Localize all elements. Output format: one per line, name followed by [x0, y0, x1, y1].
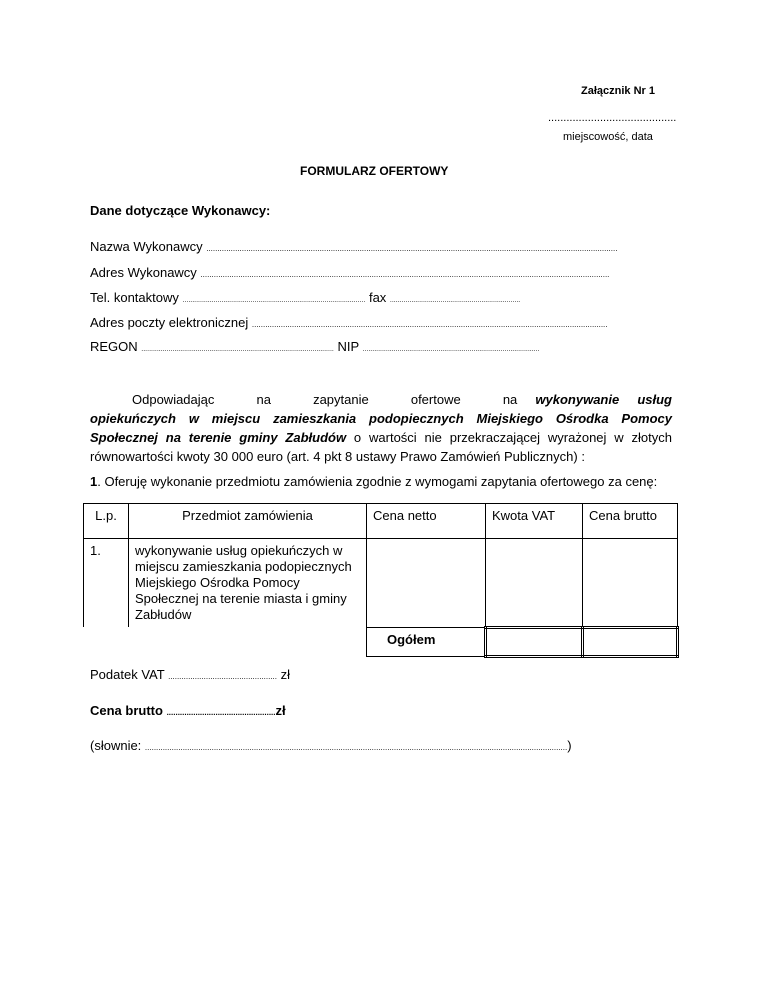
- header-gross: Cena brutto: [583, 504, 678, 539]
- field-label: Tel. kontaktowy: [90, 290, 179, 305]
- paragraph-rest: o wartości nie przekraczającej wyrażonej w złotych równowartości kwoty 30 000 euro (art. 4 pkt 8 ustawy Prawo Zamówień Publicznych) :: [90, 430, 672, 464]
- point-text: . Oferuję wykonanie przedmiotu zamówienia zgodnie z wymogami zapytania ofertowego za cenę:: [97, 474, 658, 489]
- place-date-dots: ..........................................: [548, 112, 677, 124]
- table-header-row: [84, 504, 678, 539]
- cell-vat[interactable]: [486, 539, 583, 628]
- field-dots: ................................................................................................................................................................: [251, 320, 608, 329]
- cell-gross[interactable]: [583, 539, 678, 628]
- field-dots-fax: ...................................................................: [389, 297, 521, 304]
- field-phone-fax[interactable]: [90, 290, 672, 305]
- vat-unit: zł: [280, 667, 290, 682]
- field-regon-nip[interactable]: [90, 339, 672, 354]
- field-label-nip: NIP: [337, 339, 359, 354]
- paragraph-intro: Odpowiadając na zapytanie ofertowe na: [132, 392, 518, 407]
- field-label: Nazwa Wykonawcy: [90, 239, 203, 254]
- words-dots: ..............................................................................................................................................................................................: [144, 743, 568, 752]
- words-line[interactable]: [90, 738, 672, 753]
- gross-unit: zł: [275, 703, 286, 718]
- gross-line[interactable]: [90, 703, 286, 718]
- cell-lp: 1.: [84, 539, 129, 628]
- cell-subject: wykonywanie usług opiekuńczych w miejscu zamieszkania podopiecznych Miejskiego Ośrodka Pomocy Społecznej na terenie miasta i gminy Zabłudów: [129, 539, 367, 628]
- table-total-row: [84, 627, 678, 656]
- field-dots: ..............................................................................................: [182, 297, 366, 304]
- field-contractor-address[interactable]: [90, 265, 672, 280]
- field-label: Adres Wykonawcy: [90, 265, 197, 280]
- field-label-fax: fax: [368, 290, 387, 305]
- words-open: (słownie:: [90, 738, 142, 753]
- header-lp: L.p.: [84, 504, 129, 539]
- attachment-number: Załącznik Nr 1: [581, 85, 655, 97]
- header-subject: Przedmiot zamówienia: [129, 504, 367, 539]
- field-dots-nip: ...........................................................................................: [362, 346, 540, 353]
- cell-net[interactable]: [367, 539, 486, 628]
- header-vat: Kwota VAT: [486, 504, 583, 539]
- field-dots: ...................................................................................................: [141, 346, 334, 353]
- form-title: FORMULARZ OFERTOWY: [300, 164, 449, 178]
- point-1: [90, 474, 657, 489]
- vat-label: Podatek VAT: [90, 667, 165, 682]
- offer-paragraph: [90, 390, 672, 466]
- paragraph-subject: wykonywanie usług opiekuńczych w miejscu zamieszkania podopiecznych Miejskiego Ośrodka Pomocy Społecznej na terenie gminy Zabłudów: [90, 392, 672, 445]
- field-label: Adres poczty elektronicznej: [90, 315, 249, 330]
- table-row: [84, 539, 678, 628]
- contractor-heading: Dane dotyczące Wykonawcy:: [90, 203, 271, 218]
- offer-table: [83, 503, 679, 658]
- cell-total-gross[interactable]: [583, 627, 678, 656]
- vat-dots: .................................................: [168, 672, 277, 681]
- field-label: REGON: [90, 339, 138, 354]
- cell-total-label: Ogółem: [367, 627, 486, 656]
- gross-label: Cena brutto: [90, 703, 163, 718]
- field-email[interactable]: [90, 315, 672, 330]
- place-date-label: miejscowość, data: [563, 131, 653, 143]
- field-dots: .........................................................................................................................................................................................: [206, 244, 618, 253]
- field-contractor-name[interactable]: [90, 239, 672, 254]
- field-dots: ........................................................................................................................................................................................: [200, 270, 610, 279]
- vat-line[interactable]: [90, 667, 290, 682]
- cell-total-vat[interactable]: [486, 627, 583, 656]
- header-net: Cena netto: [367, 504, 486, 539]
- gross-dots: .................................................: [166, 708, 276, 717]
- words-close: ): [567, 738, 572, 753]
- point-number: 1: [90, 474, 98, 489]
